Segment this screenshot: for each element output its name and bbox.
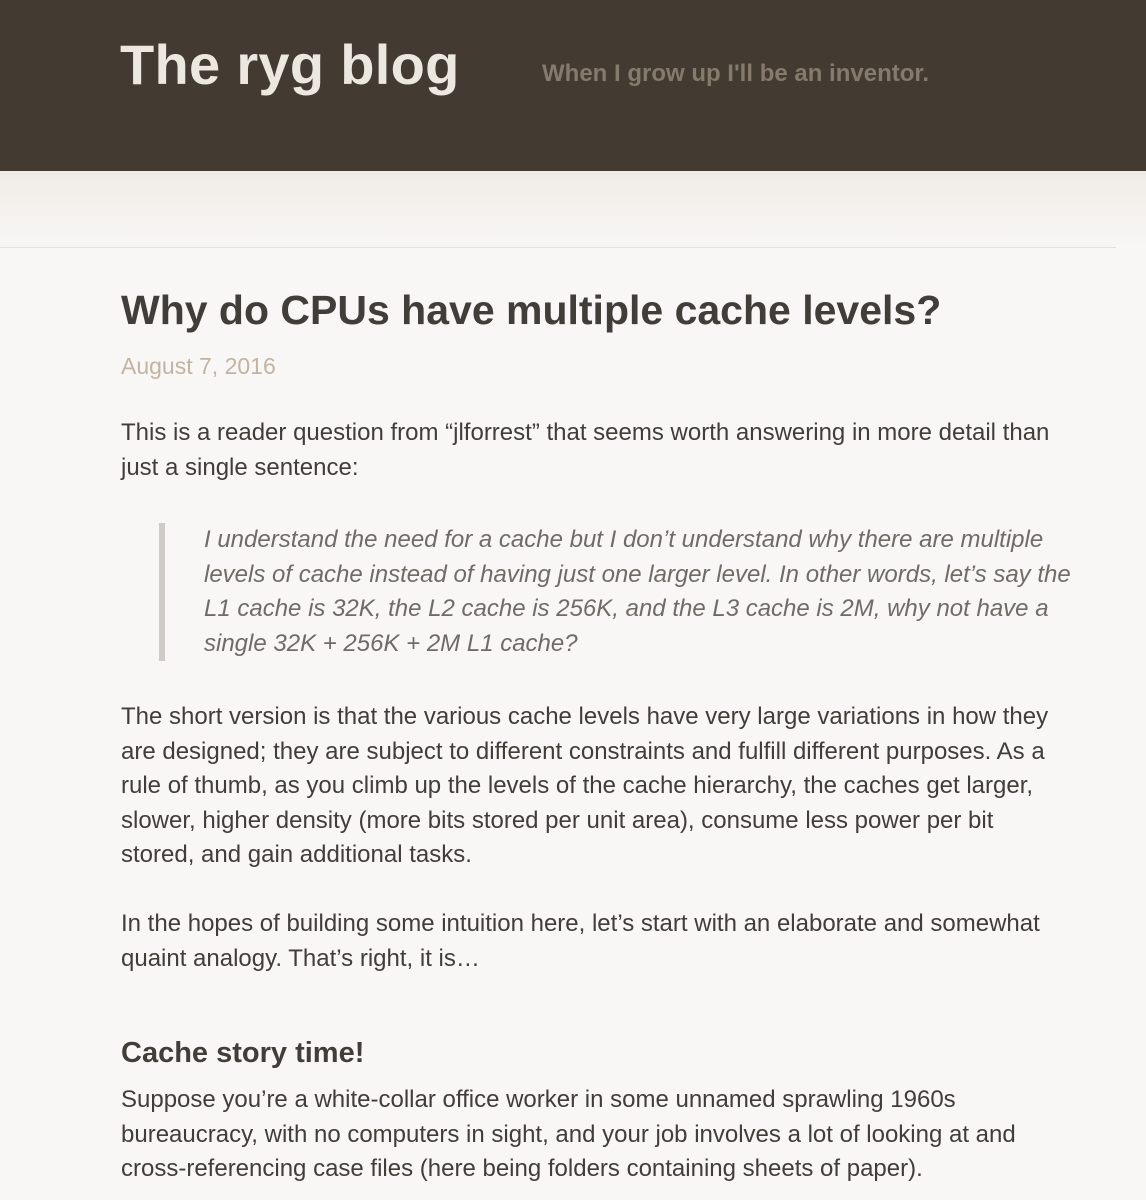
site-tagline: When I grow up I'll be an inventor. — [542, 60, 930, 87]
post-paragraph-3: Suppose you’re a white-collar office worker in some unnamed sprawling 1960s bureaucracy, with no computers in sight, and your job involves a lot of looking at and cross-referencing case files (here being folders containing sheets of paper). — [121, 1086, 1016, 1182]
post-intro: This is a reader question from “jlforrest” that seems worth answering in more detail than just a single sentence: — [121, 419, 1050, 481]
reader-quote — [159, 523, 1075, 661]
reader-quote-text: I understand the need for a cache but I don’t understand why there are multiple levels of cache instead of having just one larger level. In other words, let’s say the L1 cache is 32K, the L2 cache is 256K, and the L3 cache is 2M, why not have a single 32K + 256K + 2M L1 cache? — [204, 526, 1071, 657]
site-title-link[interactable]: The ryg blog — [120, 33, 460, 96]
section-heading: Cache story time! — [121, 1037, 365, 1069]
post-date-link[interactable]: August 7, 2016 — [121, 353, 276, 379]
post-paragraph-2: In the hopes of building some intuition here, let’s start with an elaborate and somewhat quaint analogy. That’s right, it is… — [121, 910, 1040, 972]
header-divider — [0, 247, 1116, 248]
header-fade — [0, 171, 1146, 248]
post-title: Why do CPUs have multiple cache levels? — [121, 287, 942, 333]
site-header — [0, 0, 1146, 171]
post-paragraph-1: The short version is that the various cache levels have very large variations in how they are designed; they are subject to different constraints and fulfill different purposes. As a rule of thumb, as you climb up the levels of the cache hierarchy, the caches get larger, slower, higher density (more bits stored per unit area), consume less power per bit stored, and gain additional tasks. — [121, 703, 1049, 868]
